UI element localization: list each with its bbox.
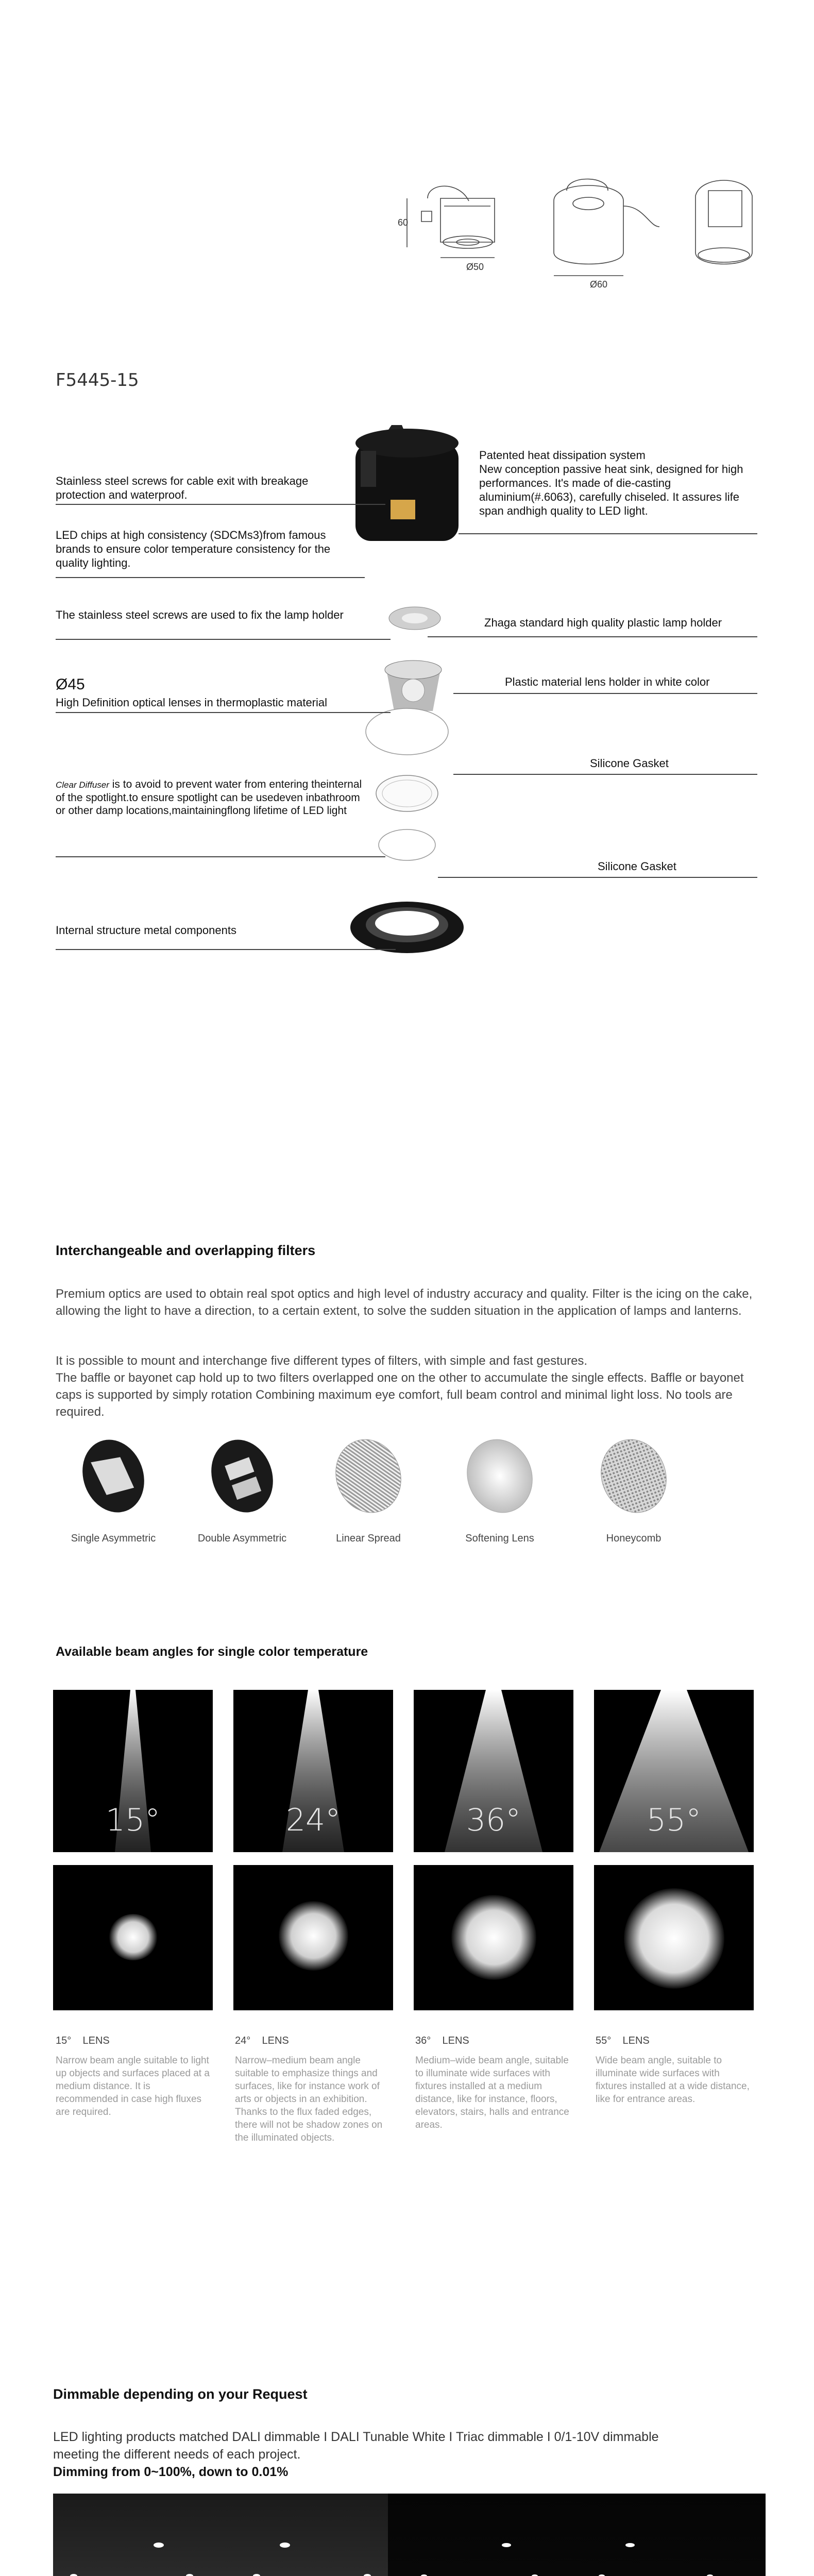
filter-label-honeycomb: Honeycomb	[606, 1533, 662, 1544]
note-zhaga-holder: Zhaga standard high quality plastic lamp holder	[484, 616, 722, 629]
beam-cone-15	[53, 1690, 213, 1852]
dimmable-line-1: LED lighting products matched DALI dimmable I DALI Tunable White I Triac dimmable I 0/1-10V dimmable	[53, 2430, 659, 2444]
note-silicone-gasket-1: Silicone Gasket	[590, 757, 669, 770]
diffuser-prefix: Clear Diffuser	[56, 780, 109, 790]
leader-line	[459, 533, 757, 534]
diffuser-text: is to avoid to prevent water from entering theinternal of the spotlight.to ensure spotlight can be usedeven inbathroom or other damp locations,maintainingflong lifetime of LED light	[56, 778, 362, 817]
dimension-width-b-label: Ø60	[590, 279, 608, 290]
leader-line	[428, 636, 757, 637]
dimming-room-image	[53, 2494, 766, 2576]
note-led-chips: LED chips at high consistency (SDCMs3)from famous brands to ensure color temperature consistency for the quality lighting.	[56, 529, 331, 569]
lens-label: LENS	[442, 2035, 469, 2046]
beam-spot-36	[414, 1865, 573, 2010]
lens-desc-15: Narrow beam angle suitable to light up objects and surfaces placed at a medium distance. It is recommended in case high fluxes are required.	[56, 2055, 210, 2117]
lens-desc-24: Narrow–medium beam angle suitable to emphasize things and surfaces, like for instance work of arts or objects in an exhibition. Thanks to the flux faded edges, there will not be shadow zones on the illuminated objects.	[235, 2055, 383, 2143]
beams-title: Available beam angles for single color temperature	[56, 1645, 368, 1659]
lens-desc-36: Medium–wide beam angle, suitable to illuminate wide surfaces with fixtures installed at a medium distance, like for instance, floors, elevators, stairs, halls and entrance areas.	[415, 2055, 569, 2130]
filter-label-single-asymmetric: Single Asymmetric	[71, 1533, 156, 1544]
note-heat-sink: New conception passive heat sink, designed for high performances. It's made of die-casting aluminium(#.6063), carefully chiseled. It assures life span andhigh quality to LED light.	[479, 463, 743, 517]
lens-info-24	[235, 2035, 389, 2144]
lens-label: LENS	[262, 2035, 289, 2046]
note-internal-structure: Internal structure metal components	[56, 924, 236, 937]
note-fix-screws: The stainless steel screws are used to fix the lamp holder	[56, 608, 344, 621]
leader-line	[56, 504, 385, 505]
beam-spot-15	[53, 1865, 213, 2010]
leader-line	[56, 577, 365, 578]
note-clear-diffuser	[56, 778, 370, 817]
lens-num: 24°	[235, 2035, 251, 2046]
beam-degree-36: 36°	[466, 1802, 521, 1838]
lens-num: 55°	[596, 2035, 612, 2046]
dimension-height-label: 60	[398, 217, 409, 228]
fixture-dimension-svg	[392, 170, 793, 319]
dimmable-line-3: Dimming from 0~100%, down to 0.01%	[53, 2465, 289, 2479]
beam-cone-55	[594, 1690, 754, 1852]
lens-info-36	[415, 2035, 570, 2131]
single-asymmetric-icon	[73, 1432, 154, 1520]
softening-lens-icon	[457, 1432, 542, 1520]
lens-info-15	[56, 2035, 210, 2119]
beam-spot-24	[233, 1865, 393, 2010]
downlight-dots-svg	[53, 2494, 766, 2576]
filter-label-softening-lens: Softening Lens	[465, 1533, 534, 1544]
exploded-parts-svg	[330, 422, 484, 1030]
filters-para-2: It is possible to mount and interchange five different types of filters, with simple and fast gestures.	[56, 1354, 588, 1368]
leader-line	[56, 712, 391, 713]
beam-cone-36	[414, 1690, 573, 1852]
beam-spot-55	[594, 1865, 754, 2010]
filters-title: Interchangeable and overlapping filters	[56, 1243, 316, 1258]
lens-label: LENS	[622, 2035, 650, 2046]
filter-icons-svg	[52, 1432, 721, 1520]
filter-label-linear-spread: Linear Spread	[336, 1533, 401, 1544]
dimmable-title: Dimmable depending on your Request	[53, 2386, 308, 2402]
filter-label-double-asymmetric: Double Asymmetric	[197, 1533, 287, 1544]
note-silicone-gasket-2: Silicone Gasket	[598, 860, 676, 873]
note-lens-holder: Plastic material lens holder in white color	[505, 675, 710, 688]
dimension-drawings	[392, 170, 793, 319]
note-heat-dissipation: Patented heat dissipation system	[479, 449, 646, 462]
leader-line	[56, 856, 385, 857]
lens-desc-55: Wide beam angle, suitable to illuminate wide surfaces with fixtures installed at a wide distance, like for entrance areas.	[596, 2055, 750, 2105]
dimmable-line-2: meeting the different needs of each project.	[53, 2447, 301, 2462]
lens-label: LENS	[82, 2035, 110, 2046]
exploded-view	[0, 422, 814, 1030]
lens-num: 36°	[415, 2035, 431, 2046]
leader-line	[453, 774, 757, 775]
lens-num: 15°	[56, 2035, 72, 2046]
leader-line	[56, 949, 396, 950]
model-number: F5445-15	[56, 370, 139, 391]
honeycomb-icon	[591, 1432, 676, 1520]
double-asymmetric-icon	[201, 1432, 283, 1520]
linear-spread-icon	[326, 1432, 411, 1520]
filter-icons	[52, 1432, 721, 1556]
lens-info-55	[596, 2035, 750, 2106]
filters-para-3: The baffle or bayonet cap hold up to two filters overlapped one on the other to accumulate the single effects. Baffle or bayonet caps is supported by simply rotation Combining maximum eye comfort, full beam control and minimal light loss. No tools are required.	[56, 1371, 744, 1419]
leader-line	[56, 639, 391, 640]
note-optical-lens: High Definition optical lenses in thermoplastic material	[56, 696, 328, 709]
leader-line	[438, 877, 757, 878]
note-cable-screws: Stainless steel screws for cable exit with breakage protection and waterproof.	[56, 474, 309, 501]
leader-line	[453, 693, 757, 694]
note-diameter: Ø45	[56, 676, 85, 693]
beam-degree-55: 55°	[646, 1802, 702, 1838]
beam-degree-24: 24°	[285, 1802, 341, 1838]
filters-para-1: Premium optics are used to obtain real spot optics and high level of industry accuracy and quality. Filter is the icing on the cake, allowing the light to have a direction, to a certain extent, to solve the sudden situation in the application of lamps and lanterns.	[56, 1287, 753, 1318]
beam-cone-24	[233, 1690, 393, 1852]
dimension-width-a-label: Ø50	[466, 262, 484, 272]
beam-degree-15: 15°	[105, 1802, 161, 1838]
